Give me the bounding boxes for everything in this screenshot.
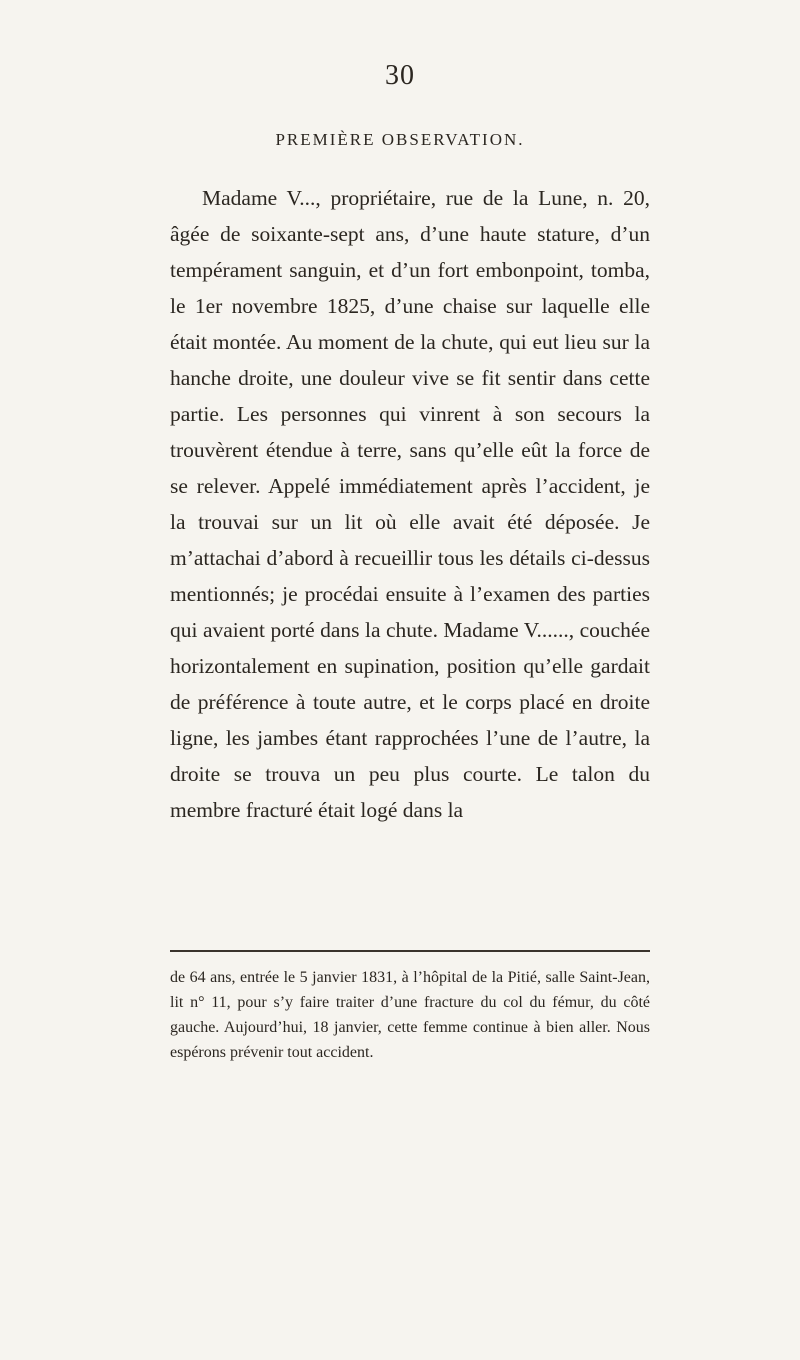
footnote-text: de 64 ans, entrée le 5 janvier 1831, à l’hôpital de la Pitié, salle Saint-Jean, lit n° 11, pour s’y faire traiter d’une fracture du col du fémur, du côté gauche. Aujourd’hui, 18 janvier, cette femme continue à bien aller. Nous espérons prévenir tout accident. (170, 969, 650, 1061)
footnote-divider (170, 950, 650, 952)
footnote (170, 965, 650, 1065)
page-number: 30 (385, 60, 415, 91)
section-title: PREMIÈRE OBSERVATION. (275, 130, 525, 149)
body-paragraph: Madame V..., propriétaire, rue de la Lune, n. 20, âgée de soixante-sept ans, d’une haute stature, d’un tempérament sanguin, et d’un fort embonpoint, tomba, le 1er novembre 1825, d’une chaise sur laquelle elle était montée. Au moment de la chute, qui eut lieu sur la hanche droite, une douleur vive se fit sentir dans cette partie. Les personnes qui vinrent à son secours la trouvèrent étendue à terre, sans qu’elle eût la force de se relever. Appelé immédiatement après l’accident, je la trouvai sur un lit où elle avait été déposée. Je m’attachai d’abord à recueillir tous les détails ci-dessus mentionnés; je procédai ensuite à l’examen des parties qui avaient porté dans la chute. Madame V......, couchée horizontalement en supination, position qu’elle gardait de préférence à toute autre, et le corps placé en droite ligne, les jambes étant rapprochées l’une de l’autre, la droite se trouva un peu plus courte. Le talon du membre fracturé était logé dans la (170, 186, 650, 822)
main-body (170, 180, 650, 828)
